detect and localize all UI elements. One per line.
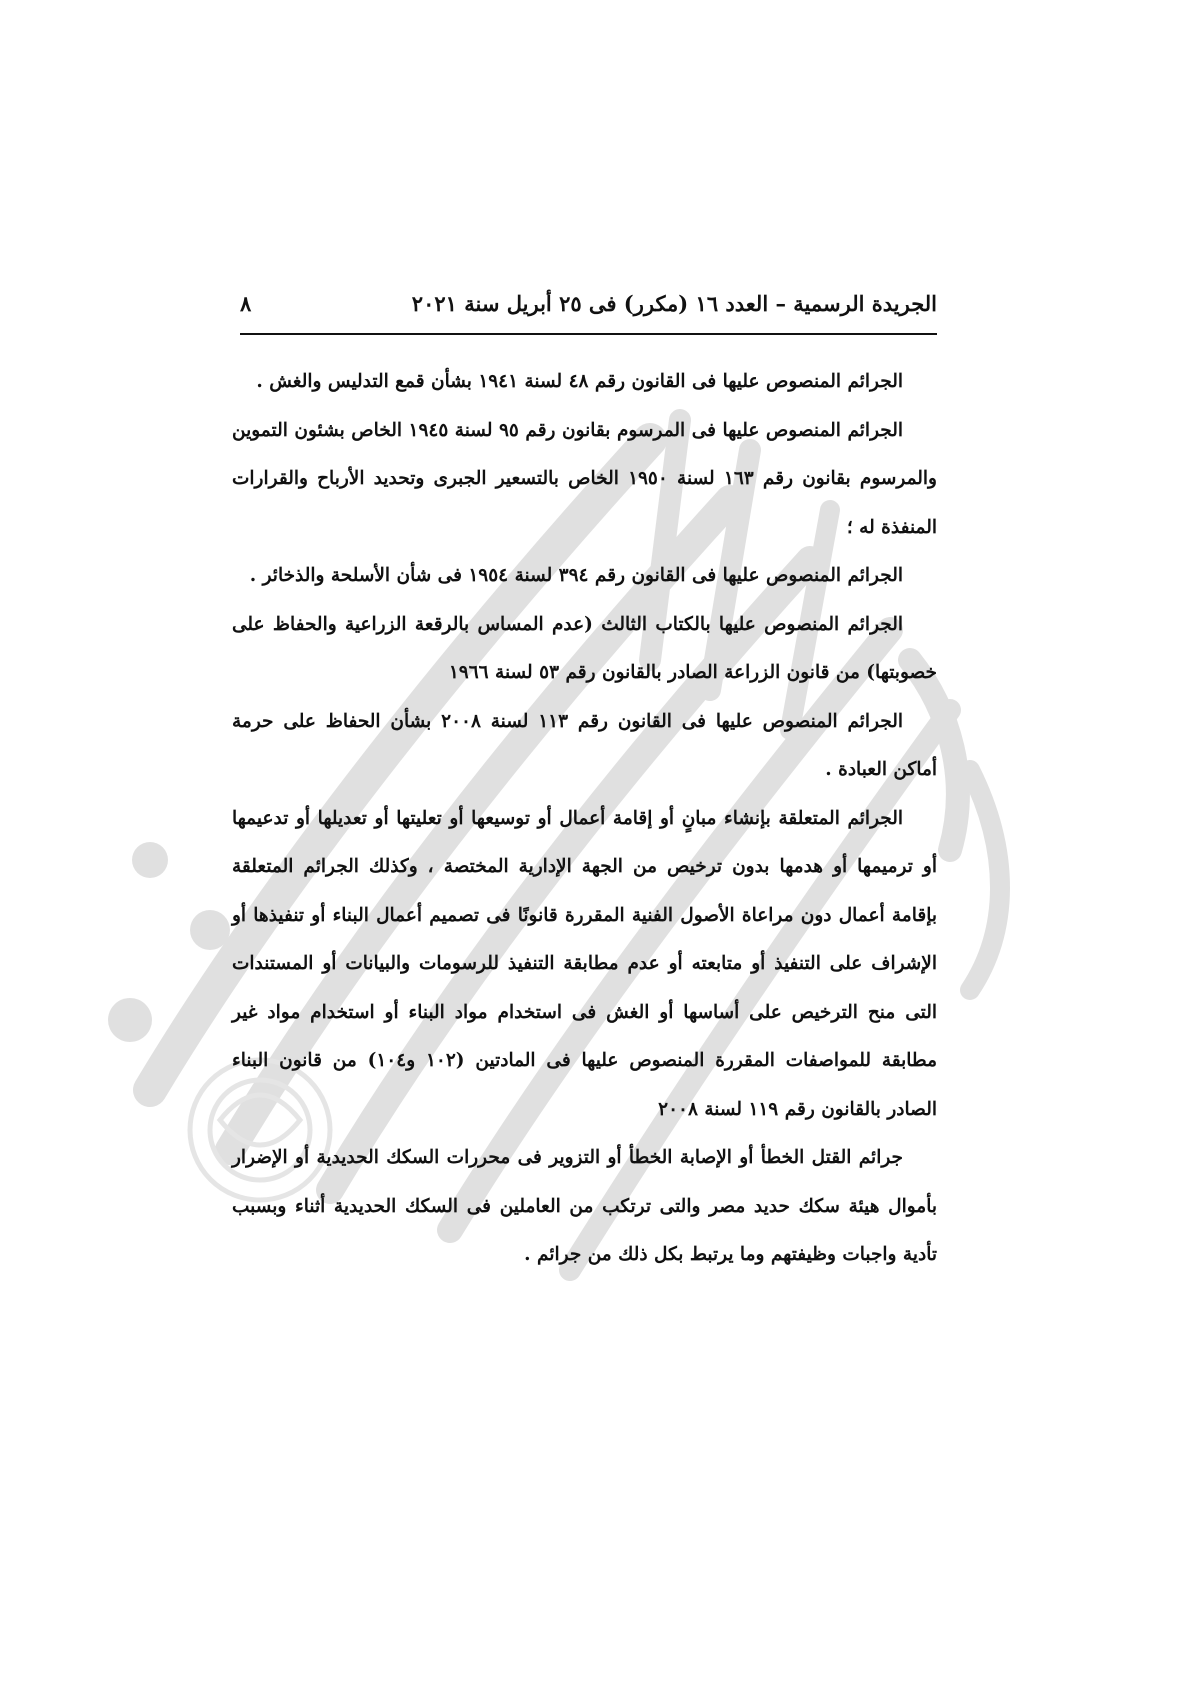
paragraph-2: الجرائم المنصوص عليها فى المرسوم بقانون رقم ٩٥ لسنة ١٩٤٥ الخاص بشئون التموين والمرسوم بقانون رقم ١٦٣ لسنة ١٩٥٠ الخاص بالتسعير الجبرى وتحديد الأرباح والقرارات المنفذة له ؛ (232, 419, 937, 538)
paragraph-4: الجرائم المنصوص عليها بالكتاب الثالث (عدم المساس بالرقعة الزراعية والحفاظ على خصوبتها) من قانون الزراعة الصادر بالقانون رقم ٥٣ لسنة ١٩٦٦ (232, 613, 937, 683)
page-number: ٨ (240, 290, 252, 316)
paragraph-6: الجرائم المتعلقة بإنشاء مبانٍ أو إقامة أعمال أو توسيعها أو تعليتها أو تعديلها أو تدعيمها أو ترميمها أو هدمها بدون ترخيص من الجهة الإدارية المختصة ، وكذلك الجرائم المتعلقة بإقامة أعمال دون مراعاة الأصول الفنية المقررة قانونًا فى تصميم أعمال البناء أو تنفيذها أو الإشراف على التنفيذ أو متابعته أو عدم مطابقة التنفيذ للرسومات والبيانات أو المستندات التى منح الترخيص على أساسها أو الغش فى استخدام مواد البناء أو استخدام مواد غير مطابقة للمواصفات المقررة المنصوص عليها فى المادتين (١٠٢ و١٠٤) من قانون البناء الصادر بالقانون رقم ١١٩ لسنة ٢٠٠٨ (232, 807, 937, 1120)
header-title: الجريدة الرسمية – العدد ١٦ (مكرر) فى ٢٥ أبريل سنة ٢٠٢١ (411, 290, 937, 316)
paragraph-7: جرائم القتل الخطأ أو الإصابة الخطأ أو التزوير فى محررات السكك الحديدية أو الإضرار بأموال هيئة سكك حديد مصر والتى ترتكب من العاملين فى السكك الحديدية أثناء وبسبب تأدية واجبات وظيفتهم وما يرتبط بكل ذلك من جرائم . (232, 1147, 937, 1265)
page-header (240, 283, 937, 323)
paragraph-1: الجرائم المنصوص عليها فى القانون رقم ٤٨ لسنة ١٩٤١ بشأن قمع التدليس والغش . (256, 371, 903, 392)
paragraph-5: الجرائم المنصوص عليها فى القانون رقم ١١٣ لسنة ٢٠٠٨ بشأن الحفاظ على حرمة أماكن العبادة . (232, 710, 937, 780)
document-body (232, 358, 937, 1280)
paragraph-3: الجرائم المنصوص عليها فى القانون رقم ٣٩٤ لسنة ١٩٥٤ فى شأن الأسلحة والذخائر . (249, 565, 903, 586)
header-divider (240, 333, 937, 335)
